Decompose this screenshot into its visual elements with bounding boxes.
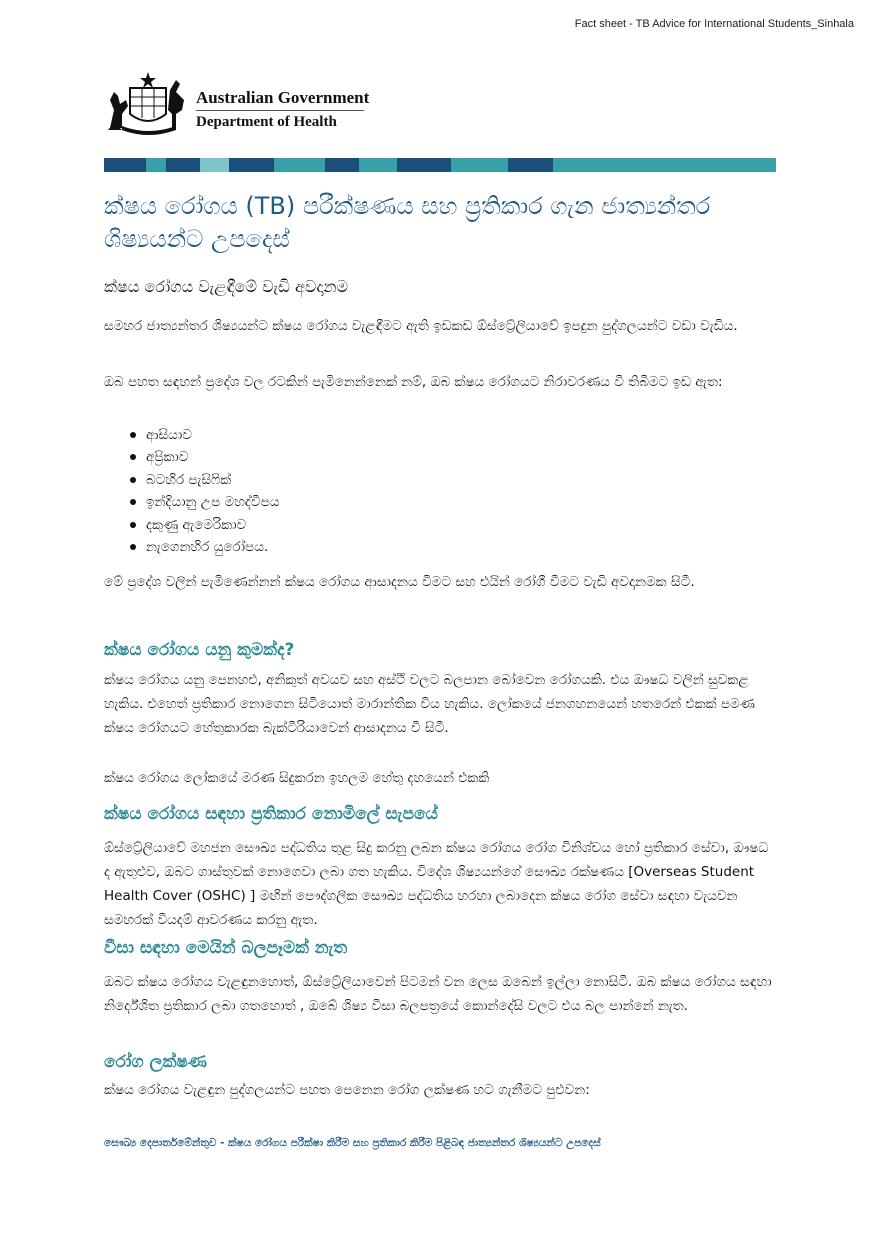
stripe-segment	[553, 158, 776, 172]
department-name: Department of Health	[196, 114, 337, 130]
list-item: අප්‍රිකාව	[104, 446, 279, 468]
stripe-segment	[166, 158, 200, 172]
list-item: ආසියාව	[104, 424, 279, 446]
section-heading-symptoms: රෝග ලක්ෂණ	[104, 1052, 207, 1072]
stripe-segment	[274, 158, 325, 172]
government-name: Australian Government	[196, 88, 370, 107]
stripe-segment	[229, 158, 274, 172]
header-stripe	[104, 158, 776, 172]
logo-divider	[196, 110, 364, 111]
list-item: නැගෙනහිර යුරෝපය.	[104, 536, 279, 558]
list-item: බටහිර පැසිෆික්	[104, 469, 279, 491]
paragraph-what-is-tb: ක්ෂය රෝගය යනු පෙනහළු, අනිකුත් අවයව සහ අස්ථි වලට බලපාන බෝවෙන රෝගයකි. එය ඖෂධ වලින් සුවකළ හැකිය. එහෙත් ප්‍රතිකාර නොගෙන සිටියොත් මාරාන්තික විය හැකිය. ලෝකයේ ජනගහනයෙන් හතරෙන් එකක් පමණ ක්ෂය රෝගයට හේතුකාරක බැක්ටීරියාවෙන් ආසාදනය වී සිටී.	[104, 672, 755, 736]
regions-list	[104, 424, 279, 558]
list-item: ඉන්දියානු උප මහද්වීපය	[104, 491, 279, 513]
section-heading-what-is-tb: ක්ෂය රෝගය යනු කුමක්ද?	[104, 640, 295, 660]
stripe-segment	[508, 158, 553, 172]
paragraph-symptoms-intro: ක්ෂය රෝගය වැළඳුන පුද්ගලයන්ට පහත පෙනෙන රෝග ලක්ෂණ හට ගැනීමට පුළුවන:	[104, 1082, 590, 1098]
page-title: ක්ෂය රෝගය (TB) පරීක්ෂණය සහ ප්‍රතිකාර ගැන ජාත්‍යන්තර ශිෂ්‍යයන්ට උපදෙස්	[104, 192, 711, 253]
government-logo	[104, 70, 374, 140]
paragraph-risk-summary: මේ ප්‍රදේශ වලින් පැමිණෙන්නන් ක්ෂය රෝගය ආසාදනය වීමට සහ එයින් රෝගී වීමට වැඩි අවදානමක සිටී.	[104, 574, 695, 590]
coat-of-arms-icon	[104, 70, 192, 136]
header-tag: Fact sheet - TB Advice for International Students_Sinhala	[574, 18, 854, 30]
stripe-segment	[104, 158, 146, 172]
list-item: දකුණු ඇමෙරිකාව	[104, 514, 279, 536]
paragraph-regions-intro: ඔබ පහත සඳහන් ප්‍රදේශ වල රටකින් පැමිනෙන්නෙක් නම්, ඔබ ක්ෂය රෝගයට නිරාවරණය වී තිබීමට ඉඩ ඇත:	[104, 374, 723, 390]
paragraph-risk-intro: සමහර ජාත්‍යන්තර ශිෂ්‍යයන්ට ක්ෂය රෝගය වැළඳීමට ඇති ඉඩකඩ ඕස්ට්‍රේලියාවේ ඉපදුන පුද්ගලයන්ට වඩා වැඩිය.	[104, 318, 738, 334]
stripe-segment	[451, 158, 508, 172]
stripe-segment	[200, 158, 228, 172]
page-footer: සෞඛ්‍ය දෙපාර්තමේන්තුව - ක්ෂය රෝගය පරීක්ෂා කිරීම සහ ප්‍රතිකාර කිරීම පිළිබඳ ජාත්‍යන්තර ශිෂ්‍යයන්ට උපදෙස්	[104, 1137, 601, 1149]
stripe-segment	[325, 158, 359, 172]
stripe-segment	[359, 158, 397, 172]
paragraph-free-treatment: ඕස්ට්‍රේලියාවේ මහජන සෞඛ්‍ය පද්ධතිය තුළ සිදු කරනු ලබන ක්ෂය රෝගය රෝග විනිශ්චය හෝ ප්‍රතිකාර සේවා, ඖෂධ ද ඇතුළුව, ඔබට ගාස්තුවක් නොගෙවා ලබා ගත හැකිය. විදේශ ශිෂ්‍යයන්ගේ සෞඛ්‍ය රක්ෂණය [Overseas Student Health Cover (OSHC) ] මඟින් පෞද්ගලික සෞඛ්‍ය පද්ධතිය හරහා ලබාදෙන ක්ෂය රෝග සේවා සඳහා වැයවන සමහරක් වියදම් ආවරණය කරනු ඇත.	[104, 840, 769, 928]
stripe-segment	[397, 158, 452, 172]
section-heading-free-treatment: ක්ෂය රෝගය සඳහා ප්‍රතිකාර නොමිලේ සැපයේ	[104, 804, 438, 824]
paragraph-leading-cause: ක්ෂය රෝගය ලෝකයේ මරණ සිදුකරන ඉහලම හේතු දහයෙන් එකකි	[104, 770, 490, 786]
section-heading-risk: ක්ෂය රෝගය වැළඳීමේ වැඩි අවදානම	[104, 277, 348, 296]
section-heading-visa: වීසා සඳහා මෙයින් බලපෑමක් නැත	[104, 938, 348, 958]
paragraph-visa: ඔබට ක්ෂය රෝගය වැළඳුනහොත්, ඕස්ට්‍රේලියාවෙන් පිටමන් වන ලෙස ඔබෙන් ඉල්ලා නොසිටී. ඔබ ක්ෂය රෝගය සඳහා නිර්දේශිත ප්‍රතිකාර ලබා ගතහොත් , ඔබේ ශිෂ්‍ය වීසා බලපත්‍රයේ කොන්දේසි වලට එය බල පාන්නේ නැත.	[104, 974, 772, 1014]
stripe-segment	[146, 158, 167, 172]
